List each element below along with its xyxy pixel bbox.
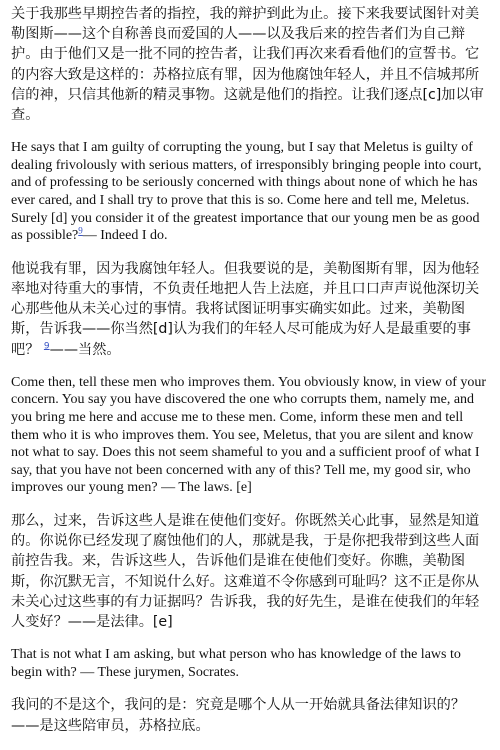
paragraph-en-2	[11, 374, 489, 497]
paragraph-zh-1	[11, 4, 489, 125]
paragraph-text: 关于我那些早期控告者的指控，我的辩护到此为止。接下来我要试图针对美勒图斯——这个自称善良而爱国的人——以及我后来的控告者们为自己辩护。由于他们又是一批不同的控告者，让我们再次来看看他们的宣誓书。它的内容大致是这样的：苏格拉底有罪，因为他腐蚀年轻人，并且不信城邦所信的神，只信其他新的精灵事物。这就是他们的指控。让我们逐点[c]加以审查。	[11, 6, 484, 124]
paragraph-en-1	[11, 139, 489, 245]
paragraph-zh-4	[11, 695, 489, 735]
document-body	[11, 4, 489, 750]
paragraph-text: He says that I am guilty of corrupting the young, but I say that Meletus is guilty of dealing frivolously with serious matters, of irresponsibly bringing people into court, and of professing to be seriously concerned with things about none of which he has ever cared, and I shall try to prove that this is so. Come here and tell me, Meletus. Surely [d] you consider it of the greatest importance that our young men be as good as possible?	[11, 140, 482, 244]
paragraph-answer: ——当然。	[49, 341, 121, 358]
paragraph-text: 他说我有罪，因为我腐蚀年轻人。但我要说的是，美勒图斯有罪，因为他轻率地对待重大的事情，不负责任地把人告上法庭，并且口口声声说他深切关心那些他从未关心过的事情。我将试图证明事实确实如此。过来，美勒图斯，告诉我——你当然[d]认为我们的年轻人尽可能成为好人是最重要的事吧？	[11, 260, 480, 358]
paragraph-zh-3	[11, 511, 489, 632]
paragraph-answer: — Indeed I do.	[82, 228, 168, 244]
footnote-link[interactable]: 9	[78, 225, 83, 236]
footnote-link[interactable]: 9	[43, 340, 50, 351]
paragraph-text: 我问的不是这个，我问的是：究竟是哪个人从一开始就具备法律知识的？——是这些陪审员，苏格拉底。	[11, 697, 466, 734]
paragraph-en-3	[11, 646, 489, 681]
paragraph-text: That is not what I am asking, but what person who has knowledge of the laws to begin with? — These jurymen, Socrates.	[11, 647, 461, 680]
paragraph-zh-2	[11, 259, 489, 360]
paragraph-text: 那么，过来，告诉这些人是谁在使他们变好。你既然关心此事，显然是知道的。你说你已经发现了腐蚀他们的人，那就是我，于是你把我带到这些人面前控告我。来，告诉这些人，告诉他们是谁在使他们变好。你瞧，美勒图斯，你沉默无言，不知说什么好。这难道不令你感到可耻吗？这不正是你从未关心过这些事的有力证据吗？告诉我，我的好先生，是谁在使我们的年轻人变好？——是法律。[e]	[11, 512, 480, 630]
paragraph-text: Come then, tell these men who improves them. You obviously know, in view of your concern. You say you have discovered the one who corrupts them, namely me, and you bring me here and accuse me to these men. Come, inform these men and tell them who it is who improves them. You see, Meletus, that you are silent and know not what to say. Does this not seem shameful to you and a sufficient proof of what I say, that you have not been concerned with any of this? Tell me, my good sir, who improves our young men? — The laws. [e]	[11, 374, 487, 496]
